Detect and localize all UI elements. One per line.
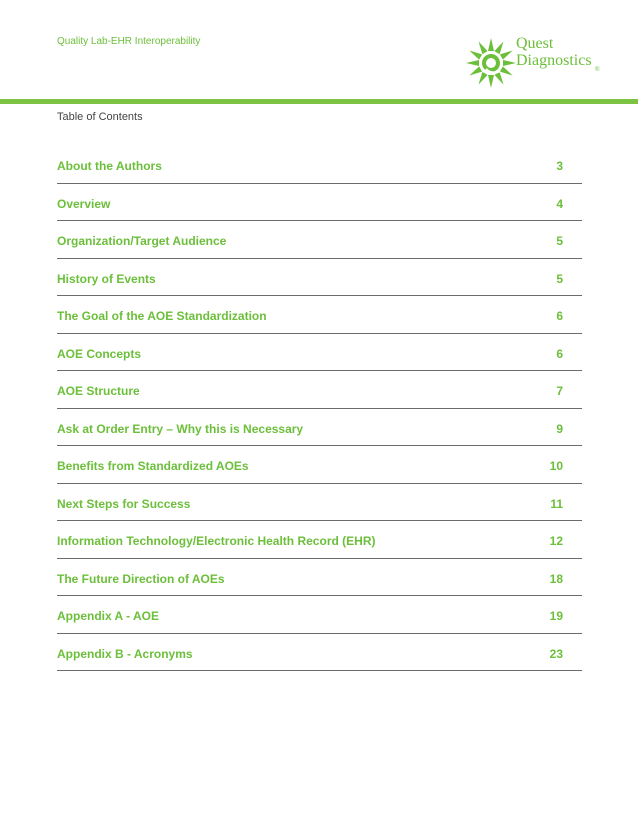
toc-entry-label: About the Authors [57, 159, 162, 173]
toc-entry-page: 23 [549, 646, 563, 661]
toc-entry-page: 4 [556, 196, 563, 211]
document-header-title: Quality Lab-EHR Interoperability [57, 36, 201, 47]
toc-entry-label: History of Events [57, 271, 156, 286]
toc-entry-page: 18 [549, 571, 563, 586]
toc-entry-label: The Goal of the AOE Standardization [57, 309, 267, 323]
toc-entry-about-the-authors[interactable] [57, 146, 582, 184]
toc-entry-page: 19 [549, 609, 563, 623]
toc-entry-page: 5 [556, 234, 563, 248]
logo-registered-mark: ® [595, 67, 600, 73]
toc-entry-aoe-structure[interactable] [57, 371, 582, 409]
toc-heading: Table of Contents [57, 111, 143, 123]
toc-entry-goal-of-aoe-standardization[interactable] [57, 296, 582, 334]
toc-entry-page: 3 [556, 159, 563, 173]
toc-entry-future-direction-of-aoes[interactable] [57, 559, 582, 597]
table-of-contents [57, 146, 582, 671]
toc-entry-page: 6 [556, 309, 563, 323]
toc-entry-page: 7 [556, 384, 563, 398]
toc-entry-page: 6 [556, 346, 563, 361]
toc-entry-label: AOE Structure [57, 384, 140, 398]
toc-entry-organization-target-audience[interactable] [57, 221, 582, 259]
toc-entry-label: Overview [57, 196, 111, 211]
toc-entry-aoe-concepts[interactable] [57, 334, 582, 372]
toc-entry-information-technology-ehr[interactable] [57, 521, 582, 559]
toc-entry-overview[interactable] [57, 184, 582, 222]
toc-entry-history-of-events[interactable] [57, 259, 582, 297]
toc-entry-label: Next Steps for Success [57, 496, 191, 511]
toc-entry-next-steps-for-success[interactable] [57, 484, 582, 522]
toc-entry-page: 5 [556, 271, 563, 286]
toc-entry-benefits-standardized-aoes[interactable] [57, 446, 582, 484]
toc-entry-page: 12 [549, 534, 563, 548]
toc-entry-page: 10 [549, 459, 563, 473]
toc-entry-label: Benefits from Standardized AOEs [57, 459, 249, 473]
toc-entry-label: Organization/Target Audience [57, 234, 227, 248]
toc-entry-page: 11 [550, 496, 563, 511]
toc-entry-label: Ask at Order Entry – Why this is Necessary [57, 421, 304, 436]
toc-entry-label: AOE Concepts [57, 346, 142, 361]
toc-entry-label: The Future Direction of AOEs [57, 571, 225, 586]
toc-entry-ask-at-order-entry[interactable] [57, 409, 582, 447]
toc-entry-appendix-a-aoe[interactable] [57, 596, 582, 634]
toc-entry-label: Information Technology/Electronic Health Record (EHR) [57, 534, 376, 548]
quest-diagnostics-logo [466, 33, 616, 88]
toc-entry-page: 9 [556, 421, 563, 436]
toc-entry-appendix-b-acronyms[interactable] [57, 634, 582, 672]
quest-sun-icon [466, 33, 516, 88]
toc-entry-label: Appendix A - AOE [57, 609, 159, 623]
logo-word-quest: Quest [516, 35, 554, 52]
toc-entry-label: Appendix B - Acronyms [57, 646, 193, 661]
header-divider [0, 99, 638, 104]
logo-word-diagnostics: Diagnostics [516, 52, 592, 69]
